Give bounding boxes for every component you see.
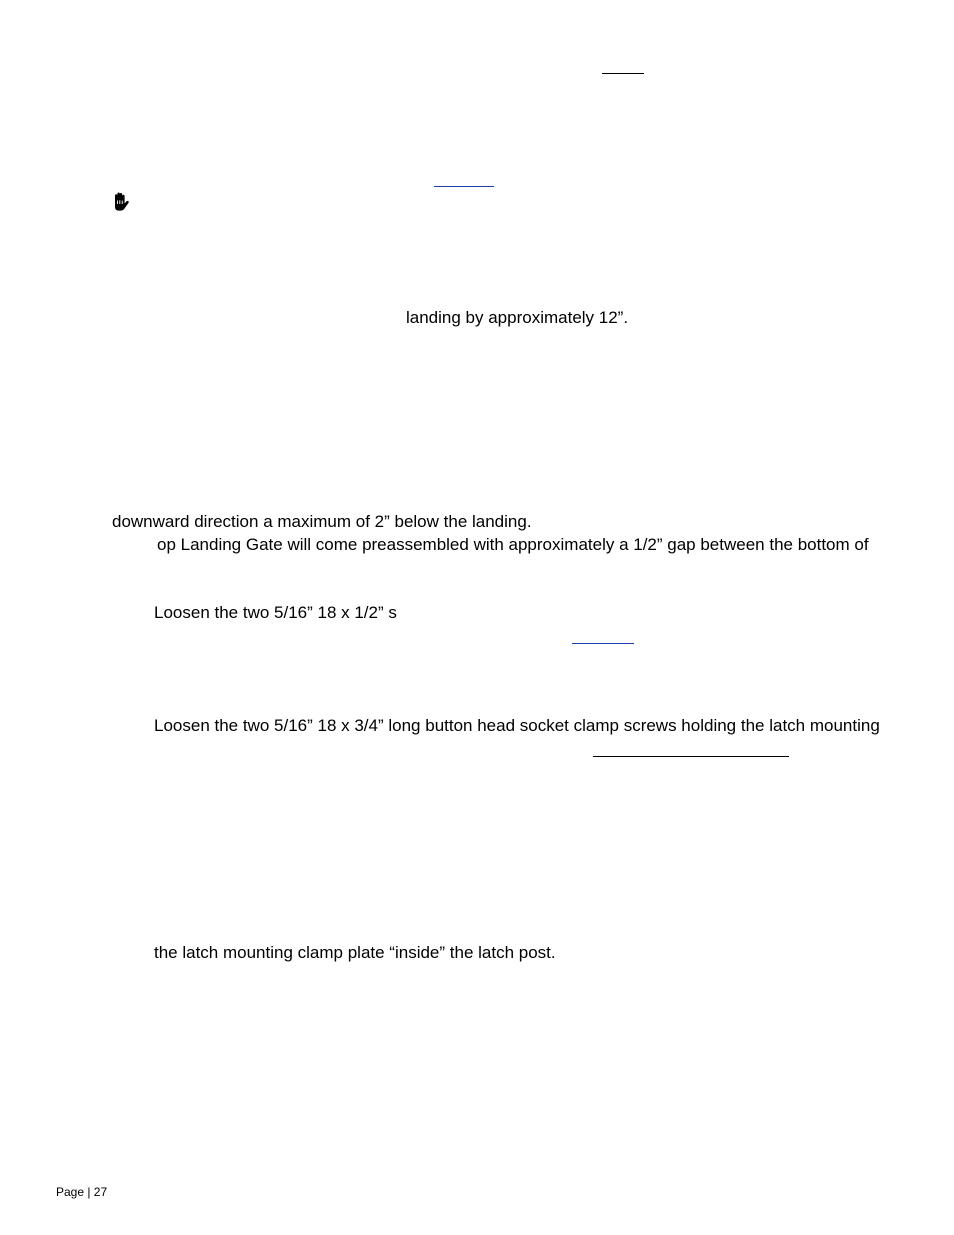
page-number-footer: Page | 27 (56, 1185, 108, 1199)
text-line-loosen-three-quarter-screws: Loosen the two 5/16” 18 x 3/4” long button head socket clamp screws holding the latch mounting (154, 716, 880, 735)
text-line-downward-direction: downward direction a maximum of 2” below the landing. (112, 512, 532, 531)
link-underline-figure-ref-1[interactable] (434, 186, 494, 187)
text-line-loosen-half-inch-screws: Loosen the two 5/16” 18 x 1/2” s (154, 603, 397, 622)
underline-rule-latch (593, 756, 789, 757)
underline-rule-top (602, 73, 644, 74)
hand-stop-icon (110, 191, 132, 213)
text-line-latch-clamp-inside: the latch mounting clamp plate “inside” the latch post. (154, 943, 556, 962)
text-line-landing-approx: landing by approximately 12”. (406, 308, 629, 327)
text-line-top-landing-gate: op Landing Gate will come preassembled with approximately a 1/2” gap between the bottom of (157, 535, 869, 554)
link-underline-figure-ref-2[interactable] (572, 643, 634, 644)
